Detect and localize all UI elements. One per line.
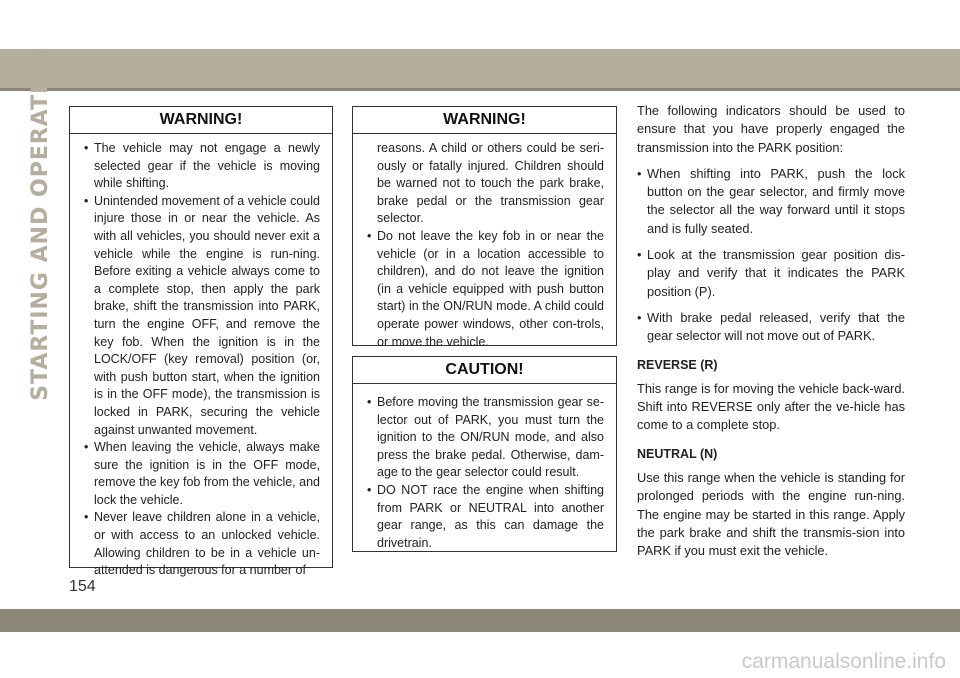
caution-title: CAUTION! [353,357,616,384]
indicator-bullet: • With brake pedal released, verify that the gear selector will not move out of PARK. [637,309,905,346]
caution-item: • Before moving the transmission gear se-lector out of PARK, you must turn the ignition to the ON/RUN mode, and also press the brake pedal. Otherwise, dam-age to the gear selector could result. [367,394,604,482]
reverse-heading: REVERSE (R) [637,357,718,372]
warning-title: WARNING! [70,107,332,134]
warning-item: • Unintended movement of a vehicle could injure those in or near the vehicle. As with all vehicles, you should never exit a vehicle while the engine is run-ning. Before exiting a vehicle always come to a complete stop, then apply the park brake, shift the transmission into PARK, turn the engine OFF, and remove the key fob. When the ignition is in the LOCK/OFF (key removal) position (or, with push button start, when the ignition is in the OFF mode), the transmission is locked in PARK, securing the vehicle against unwanted movement. [84,193,320,439]
warning-item: • Do not leave the key fob in or near the vehicle (or in a location accessible to children), and do not leave the ignition (in a vehicle equipped with push button start) in the ON/RUN mode. A child could operate power windows, other con-trols, or move the vehicle. [367,228,604,351]
warning-title: WARNING! [353,107,616,134]
section-side-tab [24,45,56,401]
section-title: STARTING AND OPERATING [27,45,53,401]
neutral-text: Use this range when the vehicle is standing for prolonged periods with the engine run-ning. The engine may be started in this range. Apply the park brake and shift the transmis-sion into PARK if you must exit the vehicle. [637,470,905,559]
reverse-text: This range is for moving the vehicle back-ward. Shift into REVERSE only after the ve-hicle has come to a complete stop. [637,380,905,433]
indicator-bullet: • Look at the transmission gear position dis-play and verify that it indicates the PARK position (P). [637,246,905,301]
watermark: carmanualsonline.info [741,650,946,673]
header-rule [0,88,960,91]
neutral-heading: NEUTRAL (N) [637,446,718,461]
footer-band [0,612,960,632]
caution-item: • DO NOT race the engine when shifting from PARK or NEUTRAL into another gear range, as this can damage the drivetrain. [367,482,604,552]
warning-item: • The vehicle may not engage a newly selected gear if the vehicle is moving while shifting. [84,140,320,193]
warning-box-2 [352,106,617,349]
warning-item: • Never leave children alone in a vehicle, or with access to an unlocked vehicle. Allowing children to be in a vehicle un-attended is dangerous for a number of [84,509,320,579]
warning-continuation: reasons. A child or others could be seri-ously or fatally injured. Children should be warned not to touch the park brake, brake pedal or the transmission gear selector. [377,141,604,226]
indicator-bullet: • When shifting into PARK, push the lock button on the gear selector, and firmly move the selector all the way forward until it stops and is fully seated. [637,165,905,238]
intro-paragraph: The following indicators should be used to ensure that you have properly engaged the transmission into the PARK position: [637,103,905,155]
caution-box [352,356,617,552]
warning-box-1 [69,106,333,578]
right-column [637,102,905,569]
page-number: 154 [69,578,96,595]
header-band [0,49,960,88]
warning-item: • When leaving the vehicle, always make sure the ignition is in the OFF mode, remove the key fob from the vehicle, and lock the vehicle. [84,439,320,509]
